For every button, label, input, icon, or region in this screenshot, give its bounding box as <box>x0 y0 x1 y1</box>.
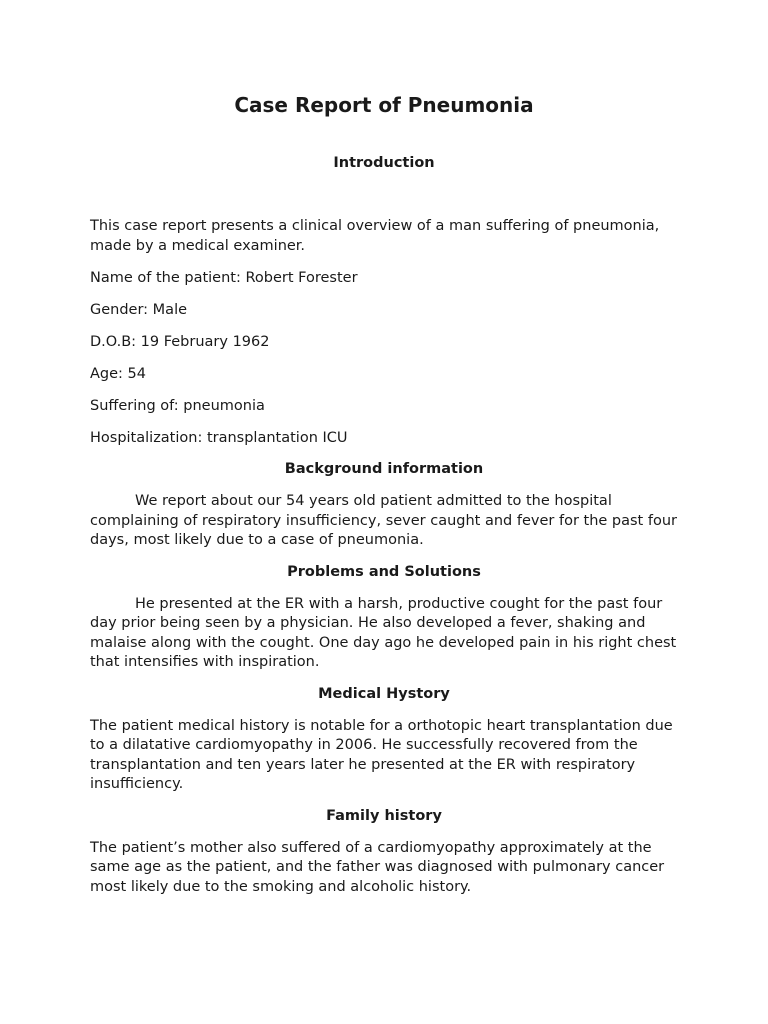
introduction-paragraph: This case report presents a clinical overview of a man suffering of pneumonia, made by a medical examiner. <box>90 218 660 254</box>
problems-section <box>90 563 678 673</box>
gender-field: Gender: Male <box>90 301 188 318</box>
background-heading: Background information <box>284 461 484 477</box>
age-field: Age: 54 <box>90 365 146 382</box>
patient-name-field: Name of the patient: Robert Forester <box>90 269 358 286</box>
family-history-section <box>90 807 678 898</box>
hospitalization-field: Hospitalization: transplantation ICU <box>90 429 348 446</box>
family-history-heading: Family history <box>326 807 442 824</box>
problems-paragraph: He presented at the ER with a harsh, productive cought for the past four day prior being seen by a physician. He also developed a fever, shaking and malaise along with the cought. One day ago he developed pain in his right chest that intensifies with inspiration. <box>90 595 677 670</box>
problems-heading: Problems and Solutions <box>287 563 481 580</box>
medical-history-paragraph: The patient medical history is notable for a orthotopic heart transplantation due to a dilatative cardiomyopathy in 2006. He successfully recovered from the transplantation and ten years later he presented at the ER with respiratory insufficiency. <box>90 717 673 792</box>
medical-history-section <box>90 685 678 795</box>
background-paragraph: We report about our 54 years old patient admitted to the hospital complaining of respiratory insufficiency, sever caught and fever for the past four days, most likely due to a case of pneumonia. <box>90 493 677 548</box>
background-section <box>90 460 678 551</box>
family-history-paragraph: The patient’s mother also suffered of a cardiomyopathy approximately at the same age as the patient, and the father was diagnosed with pulmonary cancer most likely due to the smoking and alcoholic history. <box>90 839 665 895</box>
medical-history-heading: Medical Hystory <box>318 685 450 702</box>
condition-field: Suffering of: pneumonia <box>90 397 265 414</box>
dob-field: D.O.B: 19 February 1962 <box>90 333 270 350</box>
introduction-heading: Introduction <box>333 155 435 171</box>
patient-fields <box>90 269 678 449</box>
document-title: Case Report of Pneumonia <box>234 93 534 117</box>
